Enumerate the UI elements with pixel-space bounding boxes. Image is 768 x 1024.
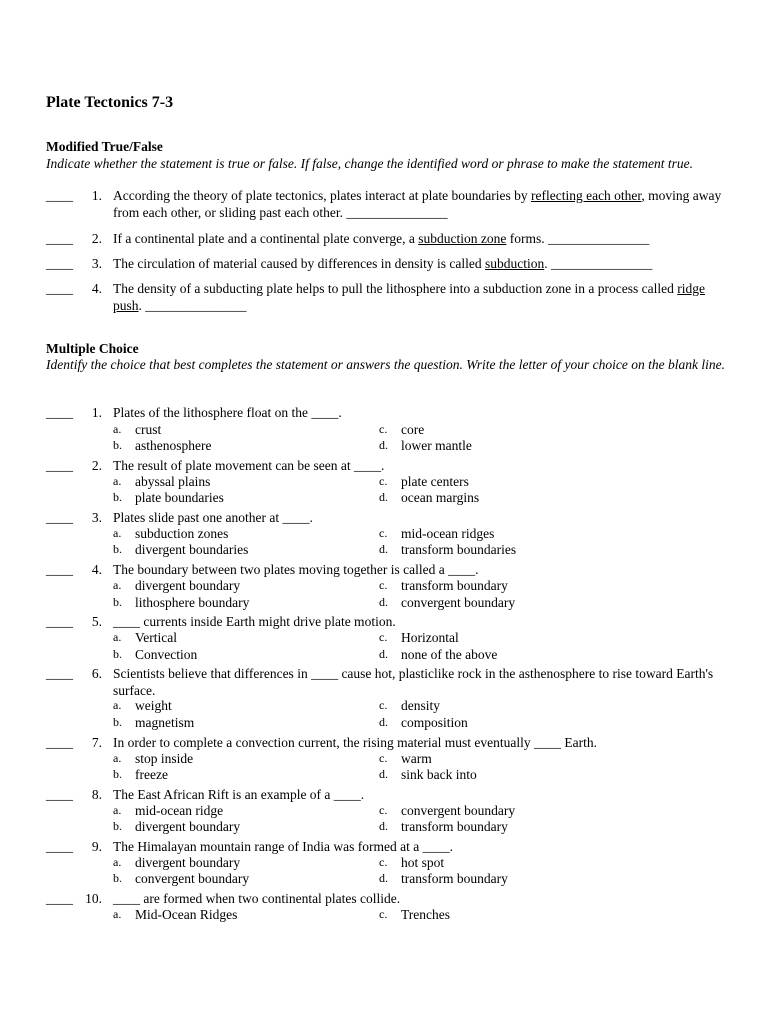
- choice-text: freeze: [135, 767, 168, 782]
- answer-blank[interactable]: ____: [46, 281, 73, 296]
- choice-letter: a.: [113, 474, 122, 488]
- choice-letter: c.: [379, 751, 388, 765]
- question-number: 8.: [91, 787, 102, 802]
- correction-line[interactable]: _______________: [547, 231, 650, 246]
- answer-blank[interactable]: ____: [46, 614, 73, 629]
- choice-text: divergent boundary: [135, 578, 241, 593]
- choice-text: convergent boundary: [401, 803, 516, 818]
- choice-letter: c.: [379, 474, 388, 488]
- choice-text: Convection: [135, 647, 198, 662]
- stem-text: .: [544, 256, 548, 271]
- choice-letter: b.: [113, 715, 122, 729]
- choice-text: mid-ocean ridge: [135, 803, 224, 818]
- question-number: 2.: [91, 231, 102, 246]
- choice-letter: c.: [379, 698, 388, 712]
- choice-letter: a.: [113, 578, 122, 592]
- choice-text: divergent boundaries: [135, 542, 249, 557]
- question-number: 9.: [91, 839, 102, 854]
- question-number: 6.: [91, 666, 102, 681]
- choice-text: warm: [401, 751, 432, 766]
- identified-phrase: reflecting each other: [530, 188, 642, 203]
- stem-text: , moving away from each other, or sliding past each other.: [113, 188, 722, 220]
- correction-line[interactable]: _______________: [550, 256, 653, 271]
- question-stem: The boundary between two plates moving together is called a ____.: [113, 562, 479, 577]
- choice-letter: d.: [379, 767, 388, 781]
- question-number: 3.: [91, 510, 102, 525]
- choice-text: abyssal plains: [135, 474, 211, 489]
- choice-text: crust: [135, 422, 162, 437]
- answer-blank[interactable]: ____: [46, 787, 73, 802]
- stem-text: If a continental plate and a continental plate converge, a: [113, 231, 419, 246]
- stem-text: forms.: [506, 231, 545, 246]
- correction-line[interactable]: _______________: [346, 204, 448, 220]
- question-stem: Plates of the lithosphere float on the ____.: [113, 405, 342, 420]
- question-stem: [113, 231, 723, 248]
- question-number: 7.: [91, 735, 102, 750]
- choice-letter: a.: [113, 855, 122, 869]
- question-number: 2.: [91, 458, 102, 473]
- page-title: Plate Tectonics 7-3: [46, 94, 174, 111]
- choice-letter: b.: [113, 767, 122, 781]
- choice-letter: c.: [379, 855, 388, 869]
- question-stem: The result of plate movement can be seen at ____.: [113, 458, 385, 473]
- question-number: 10.: [85, 891, 102, 906]
- choice-letter: a.: [113, 803, 122, 817]
- identified-phrase: ridge push: [113, 281, 705, 313]
- choice-text: divergent boundary: [135, 819, 241, 834]
- choice-text: Horizontal: [401, 630, 459, 645]
- choice-text: convergent boundary: [401, 595, 516, 610]
- identified-phrase: subduction zone: [418, 231, 507, 246]
- answer-blank[interactable]: ____: [46, 839, 73, 854]
- choice-text: transform boundary: [401, 871, 508, 886]
- choice-text: magnetism: [135, 715, 195, 730]
- answer-blank[interactable]: ____: [46, 458, 73, 473]
- choice-text: lithosphere boundary: [135, 595, 250, 610]
- question-stem: [113, 188, 723, 221]
- question-stem: The Himalayan mountain range of India was formed at a ____.: [113, 839, 454, 854]
- choice-letter: b.: [113, 542, 122, 556]
- choice-letter: b.: [113, 871, 122, 885]
- question-stem: Plates slide past one another at ____.: [113, 510, 313, 525]
- choice-letter: c.: [379, 526, 388, 540]
- choice-text: density: [401, 698, 440, 713]
- question-stem: The East African Rift is an example of a ____.: [113, 787, 365, 802]
- choice-letter: d.: [379, 871, 388, 885]
- choice-text: Mid-Ocean Ridges: [135, 907, 238, 922]
- choice-letter: d.: [379, 438, 388, 452]
- answer-blank[interactable]: ____: [46, 735, 73, 750]
- answer-blank[interactable]: ____: [46, 666, 73, 681]
- choice-letter: c.: [379, 803, 388, 817]
- choice-letter: b.: [113, 819, 122, 833]
- choice-letter: a.: [113, 907, 122, 921]
- stem-text: .: [138, 297, 142, 313]
- question-stem: [113, 256, 723, 273]
- choice-text: Trenches: [401, 907, 450, 922]
- identified-phrase: subduction: [484, 256, 545, 271]
- question-number: 1.: [91, 405, 102, 420]
- choice-text: Vertical: [135, 630, 177, 645]
- answer-blank[interactable]: ____: [46, 188, 73, 203]
- correction-line[interactable]: _______________: [145, 297, 247, 313]
- question-number: 4.: [91, 562, 102, 577]
- choice-letter: a.: [113, 751, 122, 765]
- choice-text: transform boundaries: [401, 542, 517, 557]
- choice-text: mid-ocean ridges: [401, 526, 495, 541]
- answer-blank[interactable]: ____: [46, 231, 73, 246]
- choice-letter: b.: [113, 595, 122, 609]
- tf-section-instructions: Indicate whether the statement is true or false. If false, change the identified word or phrase to make the statement true.: [46, 156, 694, 171]
- choice-text: divergent boundary: [135, 855, 241, 870]
- choice-text: core: [401, 422, 425, 437]
- choice-text: transform boundary: [401, 578, 508, 593]
- choice-letter: a.: [113, 698, 122, 712]
- choice-text: sink back into: [401, 767, 477, 782]
- choice-text: lower mantle: [401, 438, 472, 453]
- choice-letter: d.: [379, 819, 388, 833]
- stem-text: The density of a subducting plate helps to pull the lithosphere into a subduction zone in a process called: [113, 281, 678, 296]
- choice-letter: d.: [379, 715, 388, 729]
- choice-letter: b.: [113, 438, 122, 452]
- choice-text: hot spot: [401, 855, 445, 870]
- question-number: 5.: [91, 614, 102, 629]
- choice-letter: a.: [113, 526, 122, 540]
- mc-section-instructions: Identify the choice that best completes the statement or answers the question. Write the letter of your choice on the blank line.: [46, 357, 725, 372]
- choice-letter: d.: [379, 490, 388, 504]
- choice-letter: d.: [379, 595, 388, 609]
- choice-text: subduction zones: [135, 526, 229, 541]
- choice-letter: c.: [379, 630, 388, 644]
- question-number: 1.: [91, 188, 102, 203]
- question-stem: Scientists believe that differences in ____ cause hot, plasticlike rock in the asthenosphere to rise toward Earth's surface.: [113, 666, 714, 698]
- choice-text: stop inside: [135, 751, 194, 766]
- choice-text: plate boundaries: [135, 490, 224, 505]
- choice-text: plate centers: [401, 474, 469, 489]
- choice-text: transform boundary: [401, 819, 508, 834]
- question-number: 4.: [91, 281, 102, 296]
- mc-section-heading: Multiple Choice: [46, 341, 139, 356]
- choice-text: ocean margins: [401, 490, 480, 505]
- choice-letter: c.: [379, 578, 388, 592]
- choice-letter: c.: [379, 422, 388, 436]
- answer-blank[interactable]: ____: [46, 562, 73, 577]
- answer-blank[interactable]: ____: [46, 891, 73, 906]
- choice-letter: d.: [379, 542, 388, 556]
- question-stem: ____ are formed when two continental plates collide.: [113, 891, 401, 906]
- question-stem: In order to complete a convection current, the rising material must eventually ____ Earth.: [113, 735, 597, 750]
- choice-text: convergent boundary: [135, 871, 250, 886]
- choice-letter: a.: [113, 630, 122, 644]
- question-stem: ____ currents inside Earth might drive plate motion.: [113, 614, 396, 629]
- answer-blank[interactable]: ____: [46, 256, 73, 271]
- choice-letter: a.: [113, 422, 122, 436]
- tf-section-heading: Modified True/False: [46, 139, 163, 154]
- choice-letter: c.: [379, 907, 388, 921]
- choice-letter: d.: [379, 647, 388, 661]
- stem-text: According the theory of plate tectonics, plates interact at plate boundaries by: [113, 188, 531, 203]
- stem-text: The circulation of material caused by differences in density is called: [113, 256, 485, 271]
- choice-text: none of the above: [401, 647, 498, 662]
- answer-blank[interactable]: ____: [46, 510, 73, 525]
- choice-text: asthenosphere: [135, 438, 212, 453]
- choice-text: weight: [135, 698, 172, 713]
- answer-blank[interactable]: ____: [46, 405, 73, 420]
- choice-letter: b.: [113, 647, 122, 661]
- choice-letter: b.: [113, 490, 122, 504]
- choice-text: composition: [401, 715, 468, 730]
- question-number: 3.: [91, 256, 102, 271]
- question-stem: [113, 281, 723, 314]
